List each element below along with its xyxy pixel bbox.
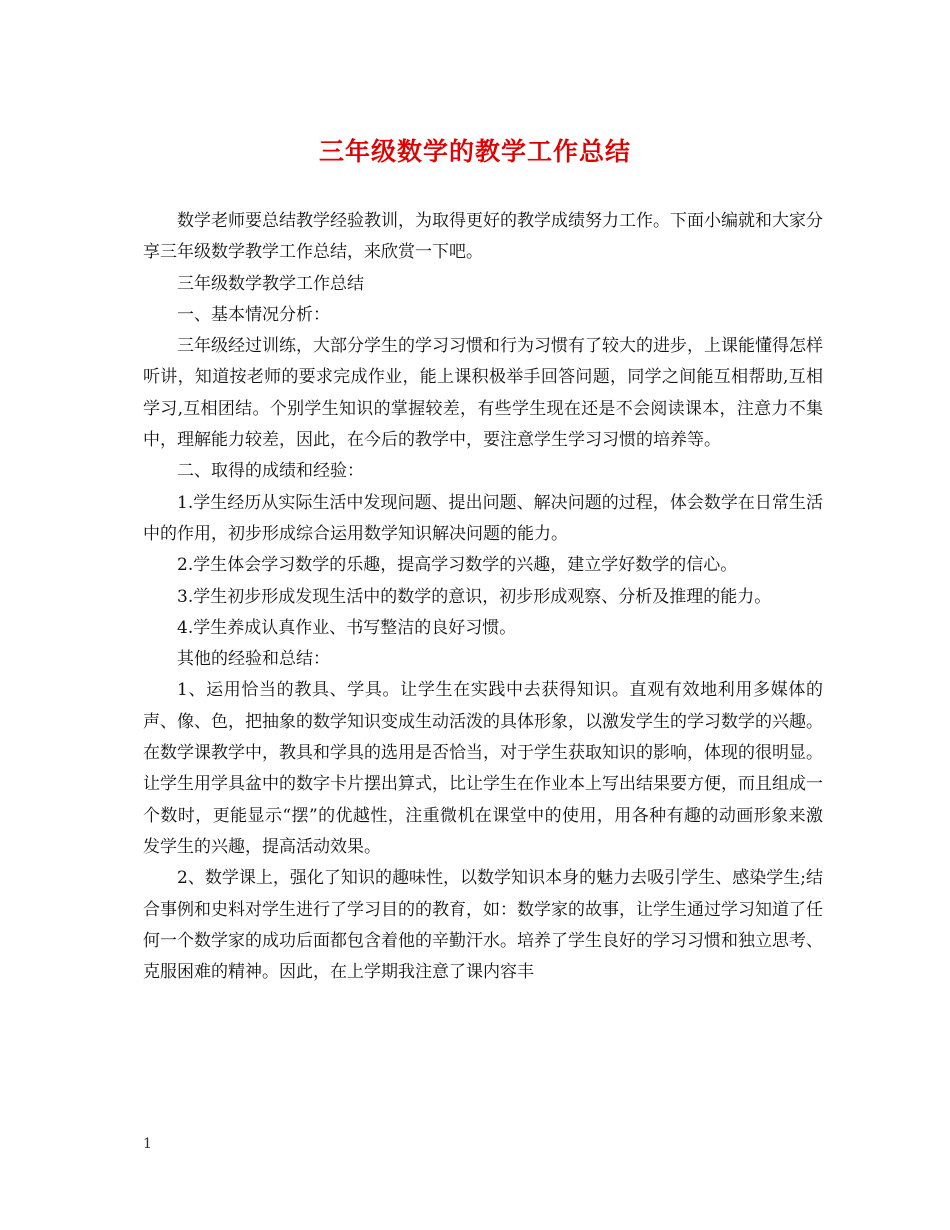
achievement-item-2: 2.学生体会学习数学的乐趣，提高学习数学的兴趣，建立学好数学的信心。 (177, 555, 738, 576)
section-heading-achievements: 二、取得的成绩和经验： (177, 461, 364, 482)
experience-item-1: 1、运用恰当的教具、学具。让学生在实践中去获得知识。直观有效地利用多媒体的声、像、色，把抽象的数学知识变成生动活泼的具体形象，以激发学生的学习数学的兴趣。在数学课教学中，教具和学具的选用是否恰当，对于学生获取知识的影响，体现的很明显。让学生用学具盆中的数字卡片摆出算式，比让学生在作业本上写出结果要方便，而且组成一个数时，更能显示“摆”的优越性，注重微机在课堂中的使用，用各种有趣的动画形象来激发学生的兴趣，提高活动效果。 (143, 680, 823, 857)
achievement-item-1: 1.学生经历从实际生活中发现问题、提出问题、解决问题的过程，体会数学在日常生活中的作用，初步形成综合运用数学知识解决问题的能力。 (143, 492, 823, 544)
section-heading-other-experience: 其他的经验和总结： (177, 649, 330, 670)
achievement-item-4: 4.学生养成认真作业、书写整洁的良好习惯。 (177, 617, 517, 638)
document-body (143, 206, 823, 988)
document-title: 三年级数学的教学工作总结 (318, 137, 631, 166)
section-heading-basic-analysis: 一、基本情况分析： (177, 304, 330, 325)
achievement-item-3: 3.学生初步形成发现生活中的数学的意识，初步形成观察、分析及推理的能力。 (177, 586, 772, 607)
paragraph-intro: 数学老师要总结教学经验教训，为取得更好的教学成绩努力工作。下面小编就和大家分享三年级数学教学工作总结，来欣赏一下吧。 (143, 211, 823, 263)
paragraph-subtitle: 三年级数学教学工作总结 (177, 273, 364, 294)
page-number: 1 (143, 1136, 152, 1152)
experience-item-2: 2、数学课上，强化了知识的趣味性，以数学知识本身的魅力去吸引学生、感染学生;结合事例和史料对学生进行了学习目的的教育，如：数学家的故事，让学生通过学习知道了任何一个数学家的成功后面都包含着他的辛勤汗水。培养了学生良好的学习习惯和独立思考、克服困难的精神。因此，在上学期我注意了课内容丰 (143, 868, 823, 983)
paragraph-basic-analysis: 三年级经过训练，大部分学生的学习习惯和行为习惯有了较大的进步，上课能懂得怎样听讲，知道按老师的要求完成作业，能上课积极举手回答问题，同学之间能互相帮助,互相学习,互相团结。个别学生知识的掌握较差，有些学生现在还是不会阅读课本，注意力不集中，理解能力较差，因此，在今后的教学中，要注意学生学习习惯的培养等。 (143, 336, 823, 451)
